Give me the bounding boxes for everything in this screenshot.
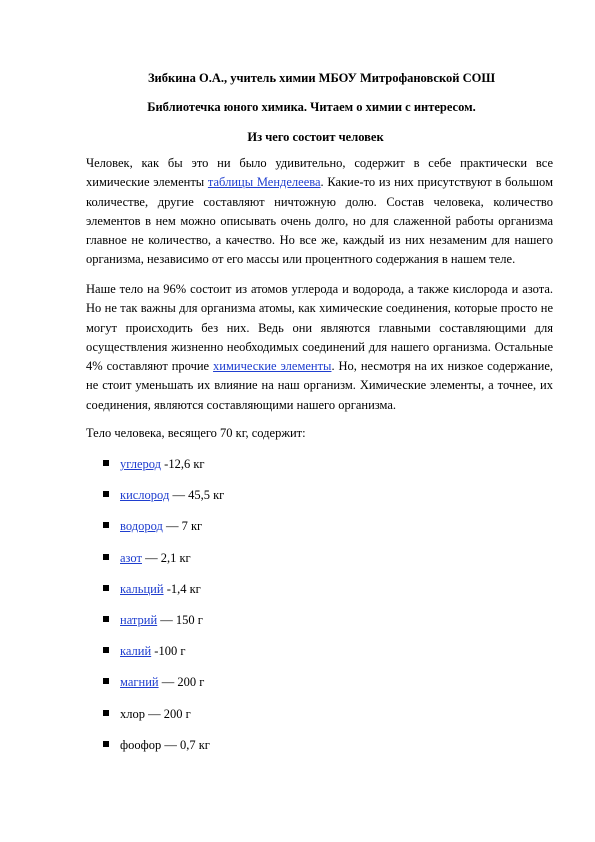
element-amount: — 200 г bbox=[158, 675, 205, 690]
element-amount: — 150 г bbox=[157, 612, 203, 627]
composition-text-start: Наше тело на 96% состоит из атомов углерода и водорода, а также кислорода и азота. Но не так важны для организма атомы, как химические соединения, которые просто не могут происходить без них. Ведь они являются главными составляющими для осуществления жизненно необходимых соединений для нашего организма. Остальные 4% составляют прочие bbox=[86, 282, 553, 374]
square-bullet-icon bbox=[103, 522, 109, 528]
list-item bbox=[100, 550, 224, 581]
element-amount: — 200 г bbox=[145, 706, 191, 721]
element-name-link[interactable]: натрий bbox=[120, 612, 158, 627]
element-amount: -100 г bbox=[151, 644, 186, 659]
list-item bbox=[100, 456, 224, 487]
article-title: Из чего состоит человек bbox=[247, 130, 384, 144]
list-item bbox=[100, 487, 224, 518]
element-amount: — 7 кг bbox=[162, 519, 203, 534]
square-bullet-icon bbox=[103, 741, 109, 747]
square-bullet-icon bbox=[103, 710, 109, 716]
list-item bbox=[100, 643, 224, 674]
element-amount: -1,4 кг bbox=[163, 581, 201, 596]
intro-text-start: Человек, как бы это ни было удивительно, содержит в себе практически все химические элементы bbox=[86, 156, 553, 190]
list-item bbox=[100, 737, 224, 768]
element-name-link[interactable]: углерод bbox=[120, 457, 162, 471]
list-item bbox=[100, 706, 224, 737]
composition-text-end: . Но, несмотря на их низкое содержание, не стоит уменьшать их влияние на наш организм. Химические элементы, а точнее, их соединения, являются составляющими нашего организма. bbox=[86, 359, 554, 412]
element-name: хлор bbox=[120, 706, 145, 721]
mendeleev-table-link[interactable]: таблицы Менделеева bbox=[207, 175, 321, 190]
element-name-link[interactable]: калий bbox=[120, 644, 152, 659]
square-bullet-icon bbox=[103, 491, 109, 497]
square-bullet-icon bbox=[103, 616, 109, 622]
element-name-link[interactable]: магний bbox=[120, 675, 159, 690]
list-intro-paragraph: Тело человека, весящего 70 кг, содержит: bbox=[86, 426, 306, 440]
element-name-link[interactable]: кальций bbox=[120, 581, 164, 596]
element-name: фоофор bbox=[120, 737, 162, 752]
chemical-elements-link[interactable]: химические элементы bbox=[213, 359, 332, 374]
list-item bbox=[100, 674, 224, 705]
element-amount: — 2,1 кг bbox=[141, 550, 191, 565]
composition-paragraph bbox=[86, 280, 553, 415]
element-amount: — 0,7 кг bbox=[161, 737, 210, 752]
author-heading: Зибкина О.А., учитель химии МБОУ Митрофановской СОШ bbox=[147, 71, 496, 85]
library-heading: Библиотечка юного химика. Читаем о химии с интересом. bbox=[147, 100, 476, 114]
list-item bbox=[100, 612, 224, 643]
square-bullet-icon bbox=[103, 678, 109, 684]
list-item bbox=[100, 581, 224, 612]
element-name-link[interactable]: азот bbox=[120, 550, 142, 565]
intro-text-end: . Какие-то из них присутствуют в большом количестве, другие составляют ничтожную долю. Состав человека, количество элементов в нем можно описывать очень долго, но для слаженной работы организма главное не количество, а качество. Но все же, каждый из них незаменим для нашего организма, независимо от его массы или процентного содержания в нашем теле. bbox=[86, 175, 553, 267]
square-bullet-icon bbox=[103, 460, 109, 466]
element-list bbox=[100, 456, 224, 768]
intro-paragraph bbox=[86, 154, 553, 270]
element-amount: — 45,5 кг bbox=[169, 488, 225, 503]
element-name-link[interactable]: кислород bbox=[120, 488, 170, 503]
square-bullet-icon bbox=[103, 585, 109, 591]
square-bullet-icon bbox=[103, 647, 109, 653]
element-name-link[interactable]: водород bbox=[120, 519, 163, 534]
square-bullet-icon bbox=[103, 554, 109, 560]
element-amount: -12,6 кг bbox=[161, 457, 205, 471]
list-item bbox=[100, 518, 224, 549]
